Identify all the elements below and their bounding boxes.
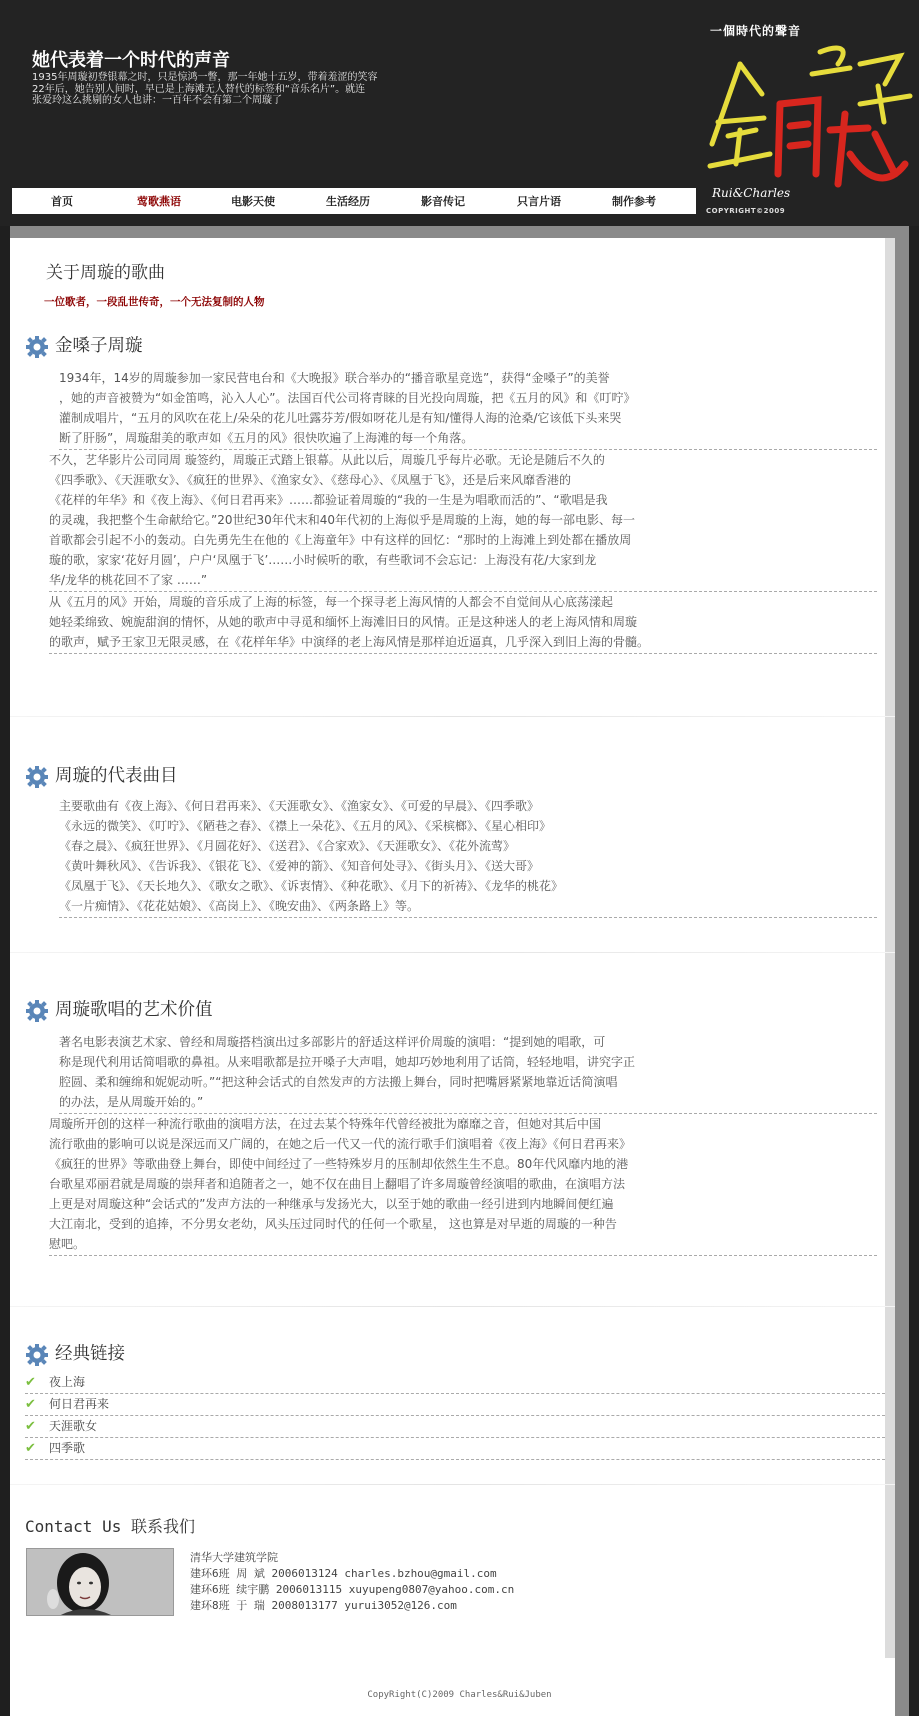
section-title: 金嗓子周璇 [55,336,143,356]
text-line: 主要歌曲有《夜上海》、《何日君再来》、《天涯歌女》、《渔家女》、《可爱的早晨》、《四季歌》 [59,799,540,813]
header-intro-line: 张爱玲这么挑剔的女人也讲：一百年不会有第二个周璇了 [32,95,282,106]
section-title: 经典链接 [55,1344,125,1364]
contact-person[interactable]: 建环8班 于 瑞 2008013177 yurui3052@126.com [190,1599,457,1612]
text-line: 首歌都会引起不小的轰动。白先勇先生在他的《上海童年》中有这样的回忆：“那时的上海滩上到处都在播放周 [49,533,632,547]
paragraph [59,368,877,450]
nav-item-quotes[interactable]: 只言片语 [517,195,561,208]
section-heading [25,996,885,1024]
link-label[interactable]: 天涯歌女 [49,1419,98,1433]
text-line: 称是现代利用话简唱歌的鼻祖。从来唱歌都是拉开嗓子大声唱，她却巧妙地利用了话筒，轻轻地唱，讲究字正 [59,1055,636,1069]
section-title: 周璇歌唱的艺术价值 [55,1000,213,1020]
text-line: 流行歌曲的影响可以说是深远而又广阔的，在她之后一代又一代的流行歌手们演唱着《夜上海》《何日君再来》 [49,1137,632,1151]
link-item[interactable] [25,1394,885,1416]
nav-item-films[interactable]: 电影天使 [231,195,275,208]
paragraph [49,450,877,592]
section-title: 周璇的代表曲目 [55,766,178,786]
section-body [25,1032,885,1256]
link-item[interactable] [25,1372,885,1394]
contact-person[interactable]: 建环6班 周 斌 2006013124 charles.bzhou@gmail.com [190,1567,497,1580]
link-list [25,1372,885,1460]
gear-icon [25,1343,49,1367]
section-divider [10,716,895,717]
header-intro-line: 1935年周璇初登银幕之时，只是惊鸿一瞥，那一年她十五岁，带着羞涩的笑容 [32,72,378,83]
logo-calligraphy-mark [700,34,919,194]
logo-subtitle: 一個時代的聲音 [710,24,802,38]
logo-copyright: COPYRIGHT©2009 [706,207,786,215]
section-divider [10,952,895,953]
section-heading [25,1340,885,1368]
check-icon: ✔ [25,1419,36,1434]
link-item[interactable] [25,1416,885,1438]
nav-item-life[interactable]: 生活经历 [326,195,370,208]
main-nav [12,188,696,214]
text-line: 的办法，是从周璇开始的。” [59,1095,204,1109]
text-line: 《凤凰于飞》、《天长地久》、《歌女之歌》、《诉衷情》、《种花歌》、《月下的祈祷》、《龙华的桃花》 [59,879,564,893]
section-golden-voice [25,332,885,654]
check-icon: ✔ [25,1397,36,1412]
section-heading [25,762,885,790]
section-divider [10,1484,895,1485]
check-icon: ✔ [25,1375,36,1390]
contact-org: 清华大学建筑学院 [190,1551,278,1564]
section-artistic-value [25,996,885,1256]
text-line: 灌制成唱片，“五月的风吹在花上/朵朵的花儿吐露芬芳/假如呀花儿是有知/懂得人海的沧桑/它该低下头来哭 [59,411,622,425]
text-line: 《四季歌》、《天涯歌女》、《疯狂的世界》、《渔家女》、《慈母心》、《凤凰于飞》，还是后来风靡香港的 [49,473,572,487]
text-line: 《黄叶舞秋风》、《告诉我》、《银花飞》、《爱神的箭》、《知音何处寻》、《街头月》、《送大哥》 [59,859,540,873]
contact-title: Contact Us 联系我们 [25,1517,195,1536]
text-line: 著名电影表演艺术家、曾经和周璇搭档演出过多部影片的舒适这样评价周璇的演唱：“提到她的唱歌，可 [59,1035,606,1049]
contact-person[interactable]: 建环6班 续宇鹏 2006013115 xuyupeng0807@yahoo.com.cn [190,1583,515,1596]
text-line: 大江南北，受到的追捧，不分男女老幼，风头压过同时代的任何一个歌星， 这也算是对早逝的周璇的一种告 [49,1217,617,1231]
text-line: 《春之晨》、《疯狂世界》、《月圆花好》、《送君》、《合家欢》、《天涯歌女》、《花外流莺》 [59,839,516,853]
paragraph [49,592,877,654]
paragraph [49,1114,877,1256]
header-intro-line: 22年后，她告别人间时，早已是上海滩无人替代的标签和“音乐名片”。就连 [32,83,366,95]
text-line: 《疯狂的世界》等歌曲登上舞台，即使中间经过了一些特殊岁月的压制却依然生生不息。80年代风靡内地的港 [49,1157,629,1171]
page-edge-shade [885,238,895,1658]
link-item[interactable] [25,1438,885,1460]
text-line: 璇的歌，家家‘花好月圆’，户户‘凤凰于飞’……小时候听的歌，有些歌词不会忘记：上海没有花/大家到龙 [49,553,597,567]
nav-item-references[interactable]: 制作参考 [612,195,656,208]
text-line: 的灵魂，我把整个生命献给它。”20世纪30年代末和40年代初的上海似乎是周璇的上海，她的每一部电影、每一 [49,513,636,527]
check-icon: ✔ [25,1441,36,1456]
text-line: 她轻柔绵致、婉旎甜润的情怀，从她的歌声中寻觅和缅怀上海滩旧日的风情。正是这种迷人的老上海风情和周璇 [49,615,638,629]
nav-item-songs[interactable]: 莺歌燕语 [137,195,181,208]
link-label[interactable]: 夜上海 [49,1375,86,1389]
main-content [10,238,895,1716]
text-line: 台歌星邓丽君就是周璇的崇拜者和追随者之一，她不仅在曲目上翻唱了许多周璇曾经演唱的歌曲，在演唱方法 [49,1177,626,1191]
section-heading [25,332,885,360]
logo-signature: Rui&Charles [712,186,791,200]
content-frame [10,226,909,1716]
nav-item-media[interactable]: 影音传记 [421,195,465,208]
text-line: 腔圆、柔和缠绵和妮妮动听。”“把这种会话式的自然发声的方法搬上舞台，同时把嘴唇紧紧地靠近话简演唱 [59,1075,618,1089]
site-logo[interactable] [700,14,919,226]
text-line: 不久，艺华影片公司同周 璇签约，周璇正式踏上银幕。从此以后，周璇几乎每片必歌。无论是随后不久的 [49,453,605,467]
text-line: 华/龙华的桃花回不了家 ……” [49,573,208,587]
text-line: 的歌声，赋予王家卫无限灵感，在《花样年华》中演绎的老上海风情是那样迫近逼真，几乎深入到旧上海的骨髓。 [49,635,650,649]
page-title: 关于周璇的歌曲 [46,263,165,283]
text-line: 慰吧。 [49,1237,86,1251]
text-line: 《永远的微笑》、《叮咛》、《陋巷之春》、《襟上一朵花》、《五月的风》、《采槟榔》、《星心相印》 [59,819,552,833]
contact-photo [26,1548,174,1616]
section-classic-links [25,1340,885,1460]
text-line: 从《五月的风》开始，周璇的音乐成了上海的标签，每一个探寻老上海风情的人都会不自觉间从心底荡漾起 [49,595,614,609]
site-header [0,0,919,226]
section-body [25,368,885,654]
nav-item-home[interactable]: 首页 [51,195,73,208]
text-line: 《一片痴情》、《花花姑娘》、《高岗上》、《晚安曲》、《两条路上》等。 [59,899,420,913]
footer-copyright: CopyRight(C)2009 Charles&Rui&Juben [367,1690,552,1700]
text-line: ，她的声音被赞为“如金笛鸣，沁入人心”。法国百代公司将青睐的目光投向周璇，把《五月的风》和《叮咛》 [59,391,636,405]
gear-icon [25,765,49,789]
contact-info [190,1550,514,1614]
header-intro [32,72,452,107]
gear-icon [25,999,49,1023]
paragraph [59,1032,877,1114]
page-subtitle: 一位歌者，一段乱世传奇，一个无法复制的人物 [44,296,265,308]
text-line: 《花样的年华》和《夜上海》、《何日君再来》……都验证着周璇的“我的一生是为唱歌而活的”、“歌唱是我 [49,493,608,507]
section-repertoire [25,762,885,918]
gear-icon [25,335,49,359]
text-line: 1934年，14岁的周璇参加一家民营电台和《大晚报》联合举办的“播音歌星竞选”，获得“金嗓子”的美誉 [59,371,610,385]
text-line: 断了肝肠”，周璇甜美的歌声如《五月的风》很快吹遍了上海滩的每一个角落。 [59,431,474,445]
text-line: 周璇所开创的这样一种流行歌曲的演唱方法，在过去某个特殊年代曾经被批为靡靡之音，但她对其后中国 [49,1117,602,1131]
header-title: 她代表着一个时代的声音 [32,50,230,71]
song-list [59,796,877,918]
link-label[interactable]: 何日君再来 [49,1397,110,1411]
portrait-image [27,1549,174,1616]
section-divider [10,1306,895,1307]
text-line: 上更是对周璇这种“会话式的”发声方法的一种继承与发扬光大，以至于她的歌曲一经引进到内地瞬间便红遍 [49,1197,614,1211]
link-label[interactable]: 四季歌 [49,1441,86,1455]
